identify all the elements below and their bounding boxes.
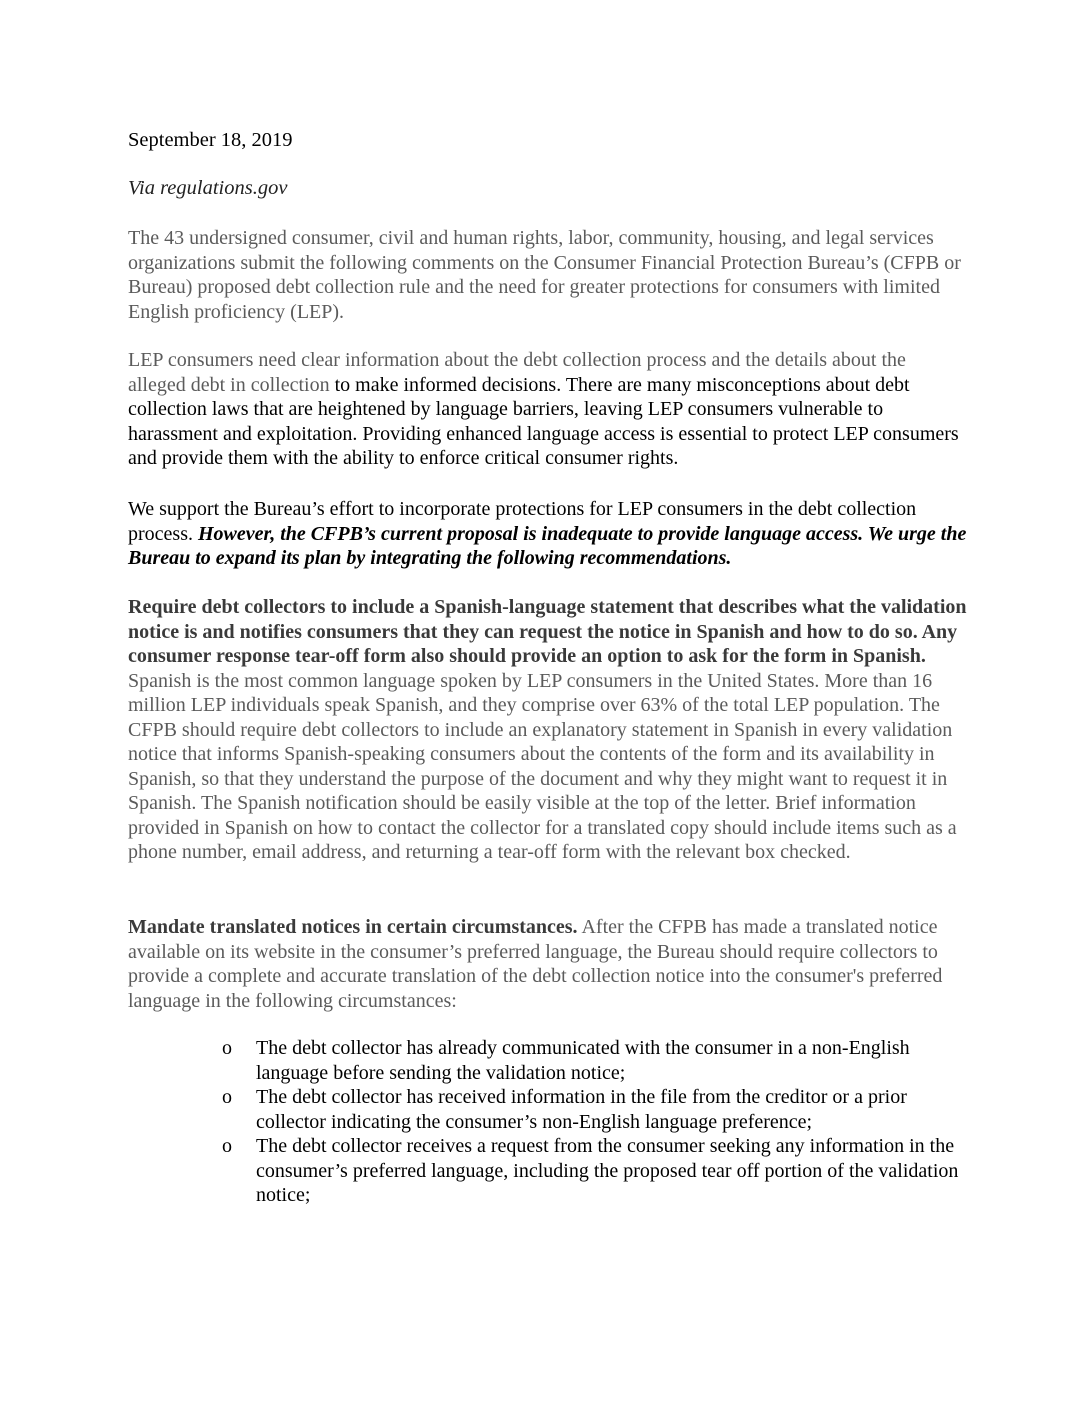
circumstances-list	[222, 1036, 962, 1208]
support-paragraph	[128, 497, 968, 571]
lep-needs-text-a: LEP consumers need clear information about the debt collection process and the details about the alleged debt in collection	[128, 349, 906, 396]
translated-notices-text: After the CFPB has made a translated notice available on its website in the consumer’s preferred language, the Bureau should require collectors to provide a complete and accurate translation of the debt collection notice into the consumer's preferred language in the following circumstances:	[128, 916, 943, 1012]
bullet-marker: o	[222, 1037, 232, 1059]
support-text: We support the Bureau’s effort to incorporate protections for LEP consumers in the debt collection process.	[128, 498, 917, 545]
list-item-text: The debt collector has already communicated with the consumer in a non-English language before sending the validation notice;	[256, 1037, 910, 1084]
list-item-text: The debt collector receives a request from the consumer seeking any information in the consumer’s preferred language, including the proposed tear off portion of the validation notice;	[256, 1135, 959, 1206]
spanish-statement-paragraph	[128, 595, 968, 865]
bullet-marker: o	[222, 1086, 232, 1108]
list-item	[222, 1036, 962, 1085]
translated-notices-heading: Mandate translated notices in certain circumstances.	[128, 916, 578, 938]
bullet-marker: o	[222, 1135, 232, 1157]
list-item	[222, 1134, 962, 1208]
lep-needs-text-b: to make informed decisions. There are many misconceptions about debt collection laws that are heightened by language barriers, leaving LEP consumers vulnerable to harassment and exploitation. Providing enhanced language access is essential to protect LEP consumers and provide them with the ability to enforce critical consumer rights.	[128, 373, 959, 469]
intro-paragraph: The 43 undersigned consumer, civil and human rights, labor, community, housing, and legal services organizations submit the following comments on the Consumer Financial Protection Bureau’s (CFPB or Bureau) proposed debt collection rule and the need for greater protections for consumers with limited English proficiency (LEP).	[128, 227, 961, 323]
lep-needs-paragraph	[128, 348, 968, 471]
spanish-statement-heading: Require debt collectors to include a Spanish-language statement that describes what the validation notice is and notifies consumers that they can request the notice in Spanish and how to do so. Any consumer response tear-off form also should provide an option to ask for the form in Spanish.	[128, 596, 967, 667]
support-emphasis: However, the CFPB’s current proposal is inadequate to provide language access. We urge the Bureau to expand its plan by integrating the following recommendations.	[128, 522, 967, 569]
list-item	[222, 1085, 962, 1134]
submission-method: Via regulations.gov	[128, 177, 288, 199]
list-item-text: The debt collector has received information in the file from the creditor or a prior collector indicating the consumer’s non-English language preference;	[256, 1086, 907, 1133]
translated-notices-paragraph	[128, 915, 968, 1013]
letter-date: September 18, 2019	[128, 129, 293, 151]
spanish-statement-text: Spanish is the most common language spoken by LEP consumers in the United States. More than 16 million LEP individuals speak Spanish, and they comprise over 63% of the total LEP population. The CFPB should require debt collectors to include an explanatory statement in Spanish in every validation notice that informs Spanish-speaking consumers about the contents of the form and its availability in Spanish, so that they understand the purpose of the document and why they might want to request it in Spanish. The Spanish notification should be easily visible at the top of the letter. Brief information provided in Spanish on how to contact the collector for a translated copy should include items such as a phone number, email address, and returning a tear-off form with the relevant box checked.	[128, 669, 957, 863]
